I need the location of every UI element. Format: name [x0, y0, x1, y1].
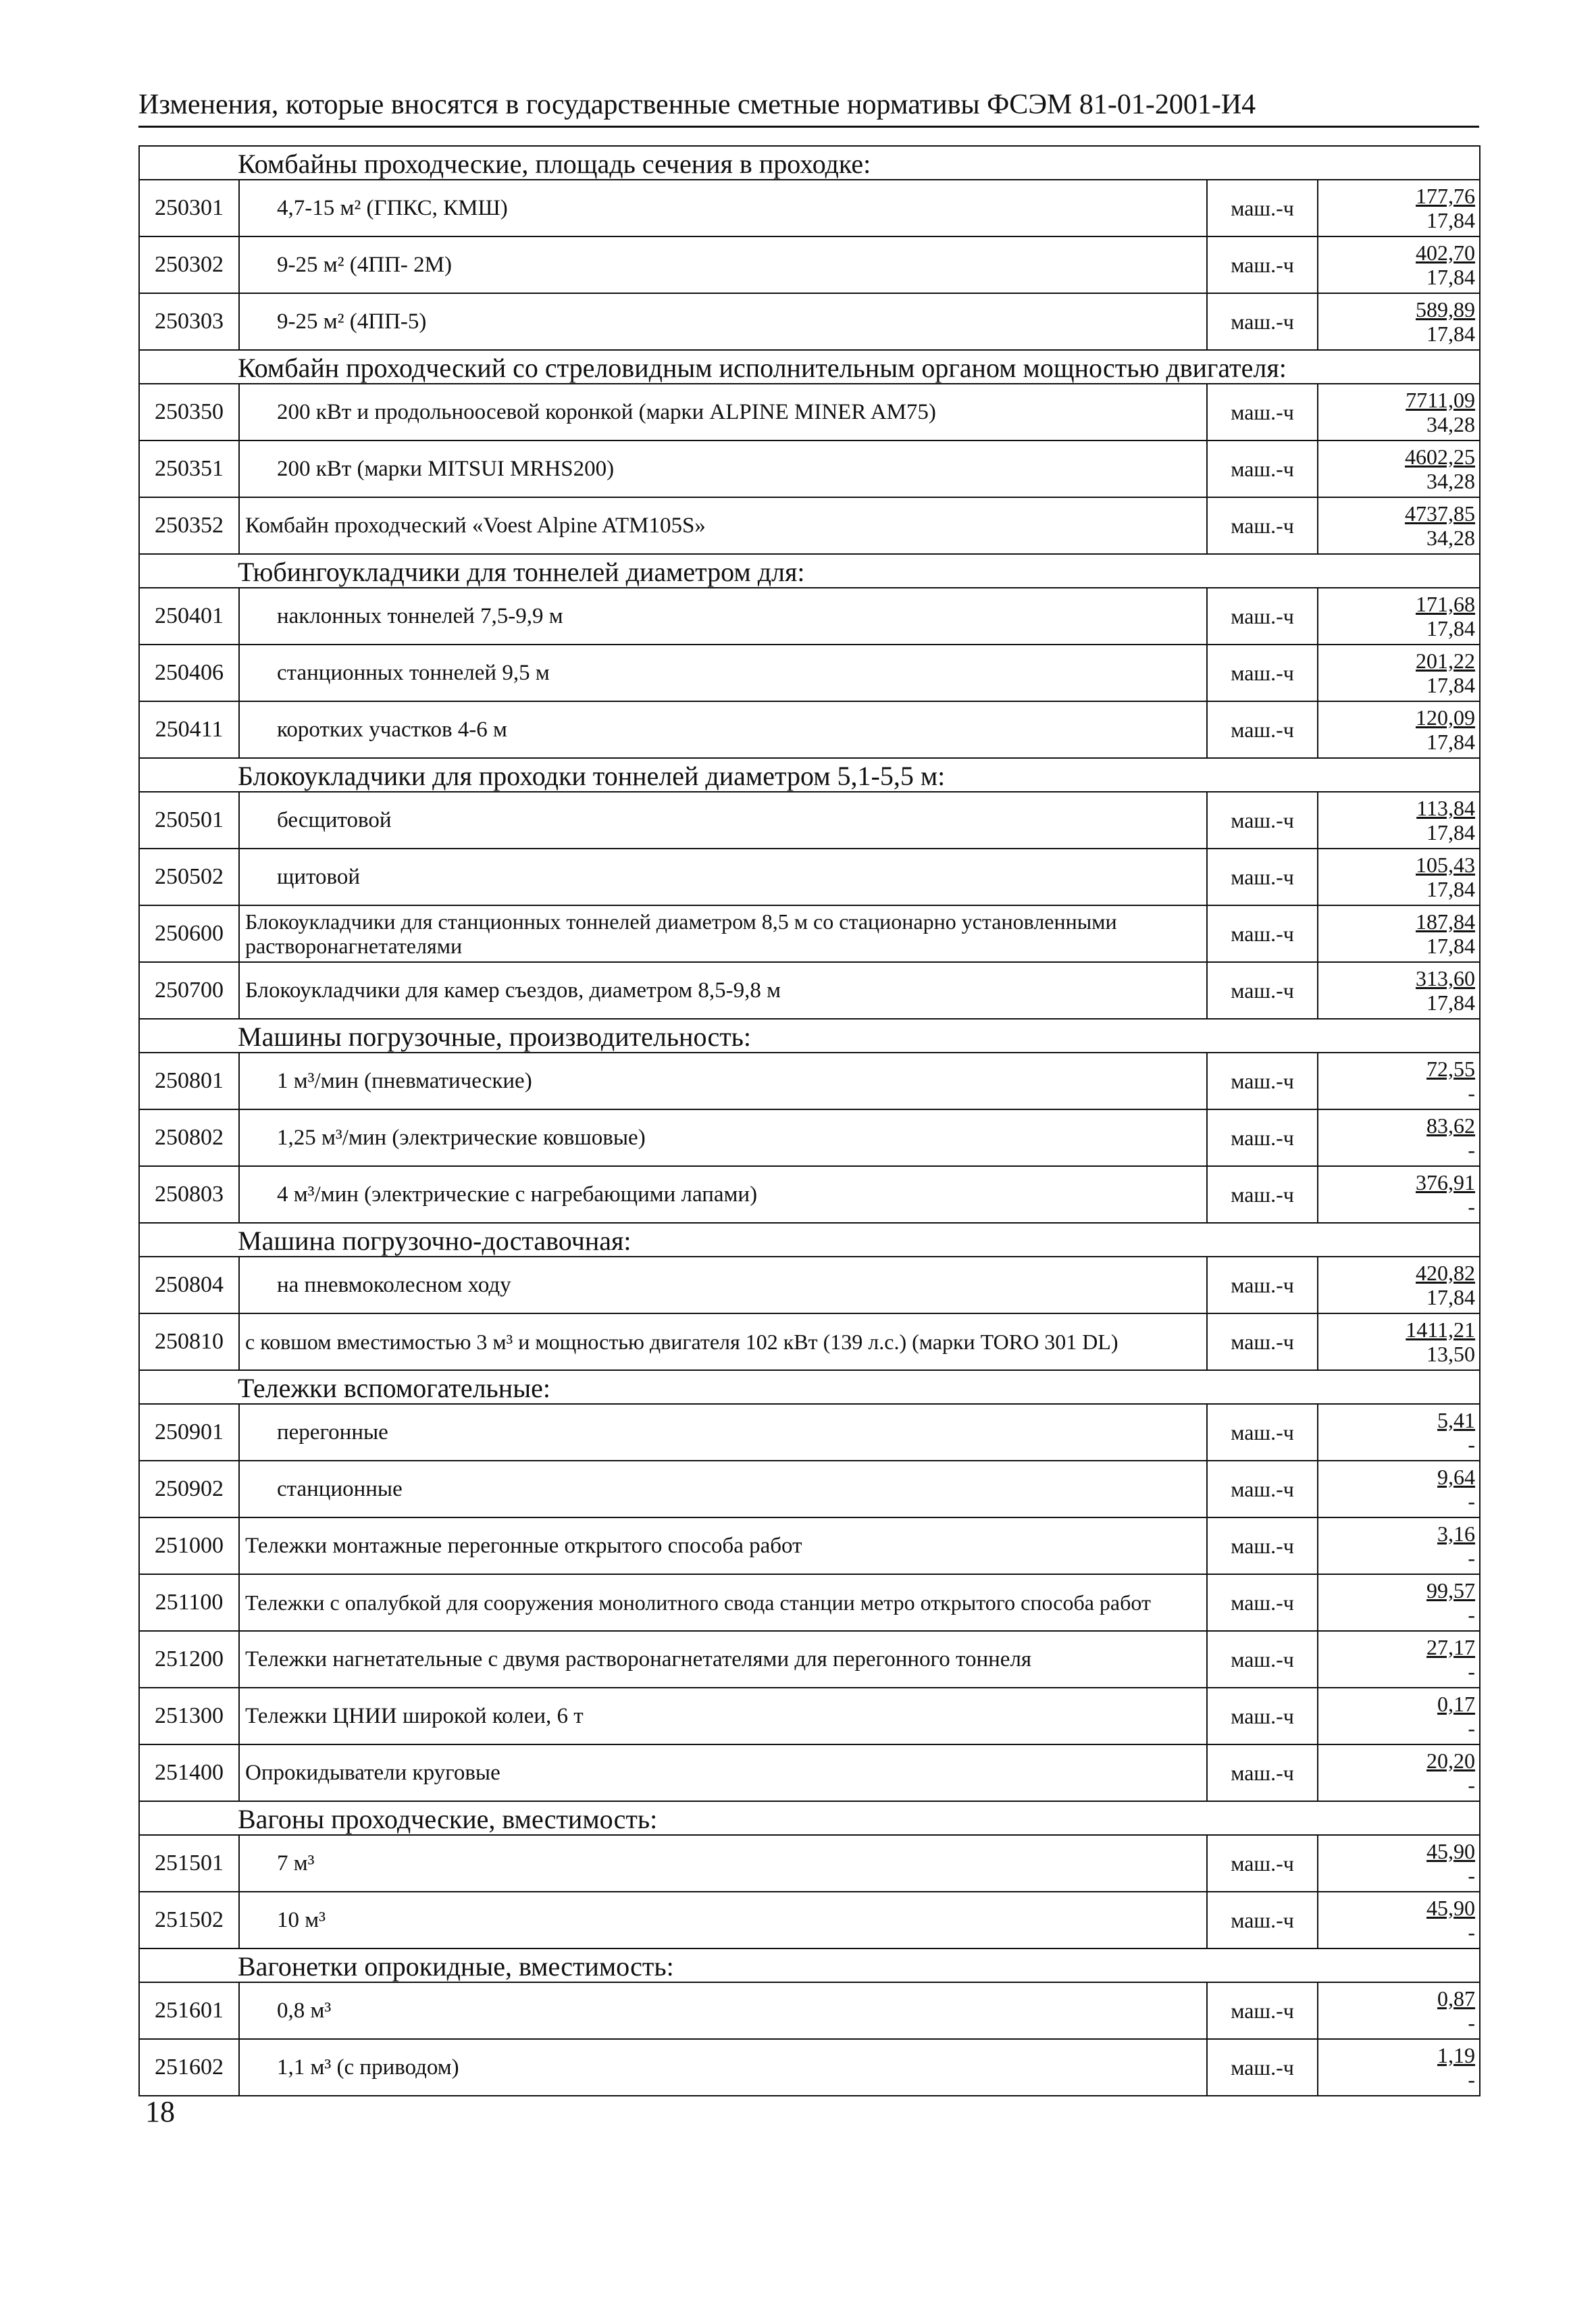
row-wage: 17,84	[1426, 322, 1476, 346]
row-wage: -	[1468, 1546, 1476, 1570]
row-rate: 72,55	[1426, 1057, 1476, 1081]
row-unit: маш.-ч	[1207, 1109, 1318, 1166]
row-name: с ковшом вместимостью 3 м³ и мощностью двигателя 102 кВт (139 л.с.) (марки TORO 301 DL)	[239, 1313, 1207, 1370]
row-name: станционные	[239, 1461, 1207, 1517]
row-unit: маш.-ч	[1207, 2039, 1318, 2096]
row-wage: -	[1468, 1920, 1476, 1944]
row-name: Тележки монтажные перегонные открытого способа работ	[239, 1517, 1207, 1574]
row-code: 250901	[139, 1404, 239, 1461]
row-rate-cell	[1318, 645, 1480, 701]
row-rate-cell	[1318, 588, 1480, 645]
row-unit: маш.-ч	[1207, 905, 1318, 962]
row-code: 250501	[139, 792, 239, 849]
row-rate: 0,17	[1437, 1692, 1476, 1716]
row-unit: маш.-ч	[1207, 441, 1318, 497]
row-wage: 17,84	[1426, 208, 1476, 232]
row-name: Блокоукладчики для станционных тоннелей диаметром 8,5 м со стационарно установленными растворонагнетателями	[239, 905, 1207, 962]
row-rate-cell	[1318, 2039, 1480, 2096]
row-code: 251602	[139, 2039, 239, 2096]
row-code: 251300	[139, 1688, 239, 1744]
row-rate-cell	[1318, 1631, 1480, 1688]
row-rate: 45,90	[1426, 1839, 1476, 1863]
row-wage: 17,84	[1426, 616, 1476, 640]
section-header	[139, 1948, 1480, 1982]
row-unit: маш.-ч	[1207, 1166, 1318, 1223]
row-wage: -	[1468, 1863, 1476, 1888]
row-unit: маш.-ч	[1207, 497, 1318, 554]
row-rate: 177,76	[1416, 184, 1476, 208]
row-unit: маш.-ч	[1207, 1631, 1318, 1688]
row-unit: маш.-ч	[1207, 1053, 1318, 1109]
row-rate: 113,84	[1416, 796, 1476, 820]
row-name: 0,8 м³	[239, 1982, 1207, 2039]
row-unit: маш.-ч	[1207, 1257, 1318, 1313]
row-rate: 4737,85	[1405, 501, 1476, 526]
page-header: Изменения, которые вносятся в государственные сметные нормативы ФСЭМ 81-01-2001-И4	[138, 89, 1256, 120]
row-unit: маш.-ч	[1207, 1892, 1318, 1948]
table-row	[139, 1053, 1480, 1109]
row-wage: -	[1468, 1194, 1476, 1219]
row-name: 4,7-15 м² (ГПКС, КМШ)	[239, 180, 1207, 236]
row-name: Блокоукладчики для камер съездов, диаметром 8,5-9,8 м	[239, 962, 1207, 1019]
table-row	[139, 1982, 1480, 2039]
row-code: 250303	[139, 293, 239, 350]
table-row	[139, 1313, 1480, 1370]
row-code: 250302	[139, 236, 239, 293]
row-wage: -	[1468, 1081, 1476, 1105]
row-rate-cell	[1318, 293, 1480, 350]
row-rate-cell	[1318, 236, 1480, 293]
row-wage: 34,28	[1426, 469, 1476, 493]
row-unit: маш.-ч	[1207, 792, 1318, 849]
table-row	[139, 1109, 1480, 1166]
row-unit: маш.-ч	[1207, 645, 1318, 701]
row-code: 251502	[139, 1892, 239, 1948]
row-rate: 376,91	[1416, 1170, 1476, 1194]
row-rate-cell	[1318, 962, 1480, 1019]
row-name: 9-25 м² (4ПП-5)	[239, 293, 1207, 350]
row-rate-cell	[1318, 384, 1480, 441]
row-unit: маш.-ч	[1207, 1982, 1318, 2039]
row-unit: маш.-ч	[1207, 1517, 1318, 1574]
page-number: 18	[145, 2095, 175, 2128]
row-rate: 402,70	[1416, 241, 1476, 265]
table-row	[139, 849, 1480, 905]
section-title: Комбайны проходческие, площадь сечения в проходке:	[139, 146, 1480, 180]
row-code: 250803	[139, 1166, 239, 1223]
section-title: Машины погрузочные, производительность:	[139, 1019, 1480, 1053]
row-name: 1 м³/мин (пневматические)	[239, 1053, 1207, 1109]
table-row	[139, 236, 1480, 293]
row-rate: 9,64	[1437, 1465, 1476, 1489]
table-row	[139, 1744, 1480, 1801]
row-wage: 17,84	[1426, 934, 1476, 958]
row-rate: 83,62	[1426, 1113, 1476, 1138]
row-unit: маш.-ч	[1207, 1404, 1318, 1461]
rates-table-body	[139, 146, 1480, 2096]
row-name: 1,25 м³/мин (электрические ковшовые)	[239, 1109, 1207, 1166]
row-unit: маш.-ч	[1207, 962, 1318, 1019]
table-row	[139, 701, 1480, 758]
table-row	[139, 962, 1480, 1019]
row-wage: -	[1468, 1716, 1476, 1740]
row-rate-cell	[1318, 1982, 1480, 2039]
row-rate: 201,22	[1416, 649, 1476, 673]
section-header	[139, 1019, 1480, 1053]
row-name: 4 м³/мин (электрические с нагребающими лапами)	[239, 1166, 1207, 1223]
row-wage: -	[1468, 2067, 1476, 2092]
row-rate: 105,43	[1416, 853, 1476, 877]
row-rate-cell	[1318, 1109, 1480, 1166]
row-code: 250401	[139, 588, 239, 645]
row-code: 250502	[139, 849, 239, 905]
row-rate: 420,82	[1416, 1261, 1476, 1285]
row-name: на пневмоколесном ходу	[239, 1257, 1207, 1313]
row-name: бесщитовой	[239, 792, 1207, 849]
row-rate-cell	[1318, 180, 1480, 236]
row-code: 250350	[139, 384, 239, 441]
row-rate: 27,17	[1426, 1635, 1476, 1659]
row-rate-cell	[1318, 1461, 1480, 1517]
row-code: 250802	[139, 1109, 239, 1166]
row-code: 250902	[139, 1461, 239, 1517]
row-rate-cell	[1318, 1404, 1480, 1461]
section-title: Вагоны проходческие, вместимость:	[139, 1801, 1480, 1835]
table-row	[139, 1892, 1480, 1948]
row-rate-cell	[1318, 1313, 1480, 1370]
section-header	[139, 554, 1480, 588]
row-rate-cell	[1318, 1574, 1480, 1631]
row-unit: маш.-ч	[1207, 588, 1318, 645]
row-wage: 34,28	[1426, 526, 1476, 550]
table-row	[139, 1257, 1480, 1313]
row-unit: маш.-ч	[1207, 236, 1318, 293]
row-unit: маш.-ч	[1207, 384, 1318, 441]
table-row	[139, 497, 1480, 554]
row-name: щитовой	[239, 849, 1207, 905]
row-rate: 187,84	[1416, 909, 1476, 934]
row-wage: 17,84	[1426, 820, 1476, 845]
row-wage: -	[1468, 1659, 1476, 1684]
row-code: 251400	[139, 1744, 239, 1801]
row-wage: 17,84	[1426, 877, 1476, 901]
row-wage: 13,50	[1426, 1342, 1476, 1366]
rates-table	[138, 145, 1481, 2096]
row-code: 250700	[139, 962, 239, 1019]
section-header	[139, 1370, 1480, 1404]
table-row	[139, 905, 1480, 962]
row-rate-cell	[1318, 701, 1480, 758]
row-unit: маш.-ч	[1207, 1313, 1318, 1370]
section-title: Вагонетки опрокидные, вместимость:	[139, 1948, 1480, 1982]
row-rate-cell	[1318, 441, 1480, 497]
row-wage: 17,84	[1426, 673, 1476, 697]
row-name: 10 м³	[239, 1892, 1207, 1948]
row-code: 251000	[139, 1517, 239, 1574]
row-code: 250406	[139, 645, 239, 701]
row-rate: 5,41	[1437, 1408, 1476, 1432]
table-row	[139, 1517, 1480, 1574]
section-title: Тележки вспомогательные:	[139, 1370, 1480, 1404]
row-rate-cell	[1318, 905, 1480, 962]
row-name: Комбайн проходческий «Voest Alpine ATM105S»	[239, 497, 1207, 554]
row-rate: 313,60	[1416, 966, 1476, 990]
row-wage: -	[1468, 2011, 1476, 2035]
table-row	[139, 384, 1480, 441]
table-row	[139, 792, 1480, 849]
row-rate: 589,89	[1416, 297, 1476, 322]
row-unit: маш.-ч	[1207, 1688, 1318, 1744]
row-code: 250351	[139, 441, 239, 497]
row-unit: маш.-ч	[1207, 180, 1318, 236]
row-wage: -	[1468, 1603, 1476, 1627]
row-name: 200 кВт и продольноосевой коронкой (марки ALPINE MINER AM75)	[239, 384, 1207, 441]
row-rate-cell	[1318, 1835, 1480, 1892]
row-code: 250301	[139, 180, 239, 236]
row-name: 7 м³	[239, 1835, 1207, 1892]
row-wage: -	[1468, 1138, 1476, 1162]
row-name: Опрокидыватели круговые	[239, 1744, 1207, 1801]
row-code: 251601	[139, 1982, 239, 2039]
row-unit: маш.-ч	[1207, 1461, 1318, 1517]
row-name: Тележки ЦНИИ широкой колеи, 6 т	[239, 1688, 1207, 1744]
section-header	[139, 350, 1480, 384]
row-unit: маш.-ч	[1207, 1574, 1318, 1631]
section-title: Тюбингоукладчики для тоннелей диаметром для:	[139, 554, 1480, 588]
row-name: коротких участков 4-6 м	[239, 701, 1207, 758]
row-unit: маш.-ч	[1207, 849, 1318, 905]
section-header	[139, 758, 1480, 792]
section-header	[139, 1801, 1480, 1835]
row-rate-cell	[1318, 1053, 1480, 1109]
row-rate: 20,20	[1426, 1749, 1476, 1773]
row-rate: 171,68	[1416, 592, 1476, 616]
row-rate: 0,87	[1437, 1986, 1476, 2011]
section-header	[139, 1223, 1480, 1257]
row-rate-cell	[1318, 497, 1480, 554]
row-name: 1,1 м³ (с приводом)	[239, 2039, 1207, 2096]
row-rate-cell	[1318, 1517, 1480, 1574]
row-rate-cell	[1318, 1744, 1480, 1801]
table-row	[139, 1835, 1480, 1892]
table-row	[139, 293, 1480, 350]
table-row	[139, 180, 1480, 236]
row-unit: маш.-ч	[1207, 293, 1318, 350]
row-rate-cell	[1318, 1892, 1480, 1948]
row-code: 250352	[139, 497, 239, 554]
row-wage: 17,84	[1426, 990, 1476, 1015]
table-row	[139, 441, 1480, 497]
row-name: перегонные	[239, 1404, 1207, 1461]
row-name: 9-25 м² (4ПП- 2М)	[239, 236, 1207, 293]
row-code: 250810	[139, 1313, 239, 1370]
row-code: 251501	[139, 1835, 239, 1892]
row-wage: -	[1468, 1773, 1476, 1797]
row-rate: 120,09	[1416, 705, 1476, 730]
table-row	[139, 2039, 1480, 2096]
row-code: 251100	[139, 1574, 239, 1631]
row-wage: 34,28	[1426, 412, 1476, 436]
row-code: 250411	[139, 701, 239, 758]
row-rate-cell	[1318, 849, 1480, 905]
table-row	[139, 1688, 1480, 1744]
row-code: 250600	[139, 905, 239, 962]
row-wage: -	[1468, 1489, 1476, 1513]
row-name: станционных тоннелей 9,5 м	[239, 645, 1207, 701]
row-rate: 99,57	[1426, 1578, 1476, 1603]
table-row	[139, 1461, 1480, 1517]
table-row	[139, 645, 1480, 701]
row-code: 250804	[139, 1257, 239, 1313]
row-rate: 1,19	[1437, 2043, 1476, 2067]
row-rate-cell	[1318, 1257, 1480, 1313]
section-title: Комбайн проходческий со стреловидным исполнительным органом мощностью двигателя:	[139, 350, 1480, 384]
row-wage: 17,84	[1426, 730, 1476, 754]
section-header	[139, 146, 1480, 180]
row-unit: маш.-ч	[1207, 1744, 1318, 1801]
row-rate: 7711,09	[1406, 388, 1476, 412]
row-rate: 3,16	[1437, 1521, 1476, 1546]
section-title: Блокоукладчики для проходки тоннелей диаметром 5,1-5,5 м:	[139, 758, 1480, 792]
row-wage: 17,84	[1426, 1285, 1476, 1309]
row-rate: 4602,25	[1405, 445, 1476, 469]
row-code: 251200	[139, 1631, 239, 1688]
row-name: Тележки нагнетательные с двумя растворонагнетателями для перегонного тоннеля	[239, 1631, 1207, 1688]
row-unit: маш.-ч	[1207, 1835, 1318, 1892]
row-name: Тележки с опалубкой для сооружения монолитного свода станции метро открытого способа работ	[239, 1574, 1207, 1631]
row-rate: 1411,21	[1406, 1317, 1476, 1342]
row-rate-cell	[1318, 1166, 1480, 1223]
row-rate: 45,90	[1426, 1896, 1476, 1920]
table-row	[139, 1404, 1480, 1461]
row-rate-cell	[1318, 792, 1480, 849]
row-wage: 17,84	[1426, 265, 1476, 289]
row-wage: -	[1468, 1432, 1476, 1457]
table-row	[139, 1631, 1480, 1688]
table-row	[139, 1574, 1480, 1631]
row-unit: маш.-ч	[1207, 701, 1318, 758]
row-name: наклонных тоннелей 7,5-9,9 м	[239, 588, 1207, 645]
header-rule	[138, 126, 1479, 128]
row-name: 200 кВт (марки MITSUI MRHS200)	[239, 441, 1207, 497]
row-rate-cell	[1318, 1688, 1480, 1744]
section-title: Машина погрузочно-доставочная:	[139, 1223, 1480, 1257]
table-row	[139, 1166, 1480, 1223]
table-row	[139, 588, 1480, 645]
row-code: 250801	[139, 1053, 239, 1109]
